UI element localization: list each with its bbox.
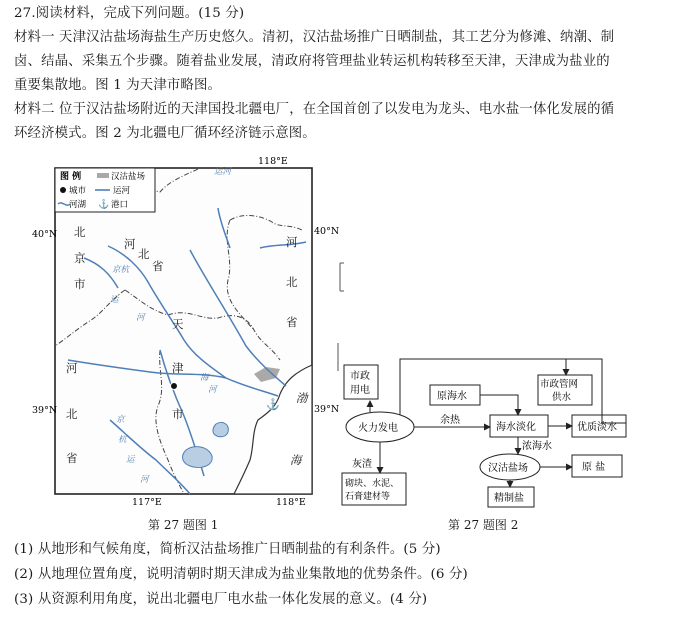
- figure1-caption: 第 27 题图 1: [148, 518, 219, 532]
- river-label-jing: 京: [116, 415, 125, 425]
- lat40-left-label: 40°N: [32, 229, 58, 240]
- question-2: (2) 从地理位置角度，说明清朝时期天津成为盐业集散地的优势条件。(6 分): [14, 567, 468, 582]
- tianjin-city-dot: [171, 383, 178, 390]
- material2-line2: 环经济模式。图 2 为北疆电厂循环经济链示意图。: [14, 126, 316, 141]
- material1-line2: 卤、结晶、采集五个步骤。随着盐业发展，清政府将管理盐业转运机构转移至天津，天津成为盐业的: [14, 54, 610, 69]
- river-label-canal: 运河: [214, 167, 232, 177]
- hebei-left-char-2: 北: [66, 407, 78, 421]
- lon-117-label: 117°E: [132, 497, 162, 508]
- river-label-yun-2: 运: [126, 455, 135, 465]
- edge-label-waste-heat: 余热: [440, 415, 460, 426]
- river-label-yun-1: 运: [110, 295, 119, 305]
- tianjin-map: [32, 150, 340, 512]
- fresh-water-label: 优质淡水: [577, 422, 617, 433]
- power-label: 火力发电: [358, 423, 398, 434]
- legend-river: 河湖: [69, 200, 87, 210]
- beijing-char-3: 市: [74, 277, 86, 291]
- tianjin-char-3: 市: [172, 407, 184, 421]
- hebei-right-char-3: 省: [286, 315, 298, 329]
- legend-port: 港口: [111, 200, 129, 210]
- legend-canal: 运河: [113, 186, 131, 196]
- river-label-he-1: 河: [136, 313, 145, 323]
- beijing-char-1: 北: [74, 225, 86, 239]
- hebei-top-char-2: 北: [138, 247, 150, 261]
- legend-title: 图 例: [60, 172, 82, 182]
- beijing-char-2: 京: [74, 251, 86, 265]
- material2-line1: 材料二 位于汉沽盐场附近的天津国投北疆电厂，在全国首创了以发电为龙头、电水盐一体化发展的循: [14, 102, 615, 117]
- municipal-water-line1: 市政管网: [540, 379, 579, 390]
- river-label-hai: 海: [200, 373, 209, 383]
- question-title: 27.阅读材料，完成下列问题。(15 分): [14, 6, 245, 21]
- lon-118-label: 118°E: [276, 497, 306, 508]
- lat40-right-label: 40°N: [314, 226, 340, 237]
- question-1: (1) 从地形和气候角度，简析汉沽盐场推广日晒制盐的有利条件。(5 分): [14, 542, 441, 557]
- river-label-jinghang: 京杭: [112, 265, 130, 275]
- lat39-left-label: 39°N: [32, 405, 58, 416]
- seawater-label: 原海水: [437, 391, 467, 402]
- map-legend: [55, 168, 155, 212]
- flow-diagram: [330, 255, 670, 515]
- lake-2: [213, 422, 228, 436]
- municipal-power-line2: 用电: [350, 385, 370, 396]
- municipal-power-line1: 市政: [350, 371, 370, 382]
- legend-city: 城市: [69, 186, 87, 196]
- lon-top-label: 118°E: [258, 156, 288, 167]
- port-icon: ⚓: [266, 398, 280, 411]
- question-3: (3) 从资源利用角度，说出北疆电厂电水盐一体化发展的意义。(4 分): [14, 592, 428, 607]
- legend-saltfield: 汉沽盐场: [111, 172, 146, 182]
- municipal-water-line2: 供水: [552, 392, 572, 403]
- hebei-left-char-3: 省: [66, 451, 78, 465]
- tianjin-char-1: 天: [172, 317, 184, 331]
- legend-city-swatch: [60, 187, 66, 193]
- building-line1: 砌块、水泥、: [345, 479, 400, 489]
- raw-salt-label: 原 盐: [582, 462, 606, 473]
- hebei-right-char-2: 北: [286, 275, 298, 289]
- river-label-hang: 杭: [118, 435, 127, 445]
- figure2-caption: 第 27 题图 2: [448, 518, 519, 532]
- material1-line1: 材料一 天津汉沽盐场海盐生产历史悠久。清初，汉沽盐场推广日晒制盐，其工艺分为修滩、纳潮、制: [14, 30, 615, 45]
- lake-1: [183, 447, 213, 468]
- hebei-left-char-1: 河: [66, 361, 78, 375]
- legend-saltfield-swatch: [97, 173, 109, 178]
- edge-label-brine: 浓海水: [522, 441, 552, 452]
- saltfield-label: 汉沽盐场: [488, 463, 528, 474]
- material1-line3: 重要集散地。图 1 为天津市略图。: [14, 78, 222, 93]
- refined-salt-label: 精制盐: [494, 493, 524, 504]
- tianjin-char-2: 津: [172, 361, 184, 375]
- sea-char-2: 海: [290, 453, 302, 467]
- legend-port-icon: ⚓: [98, 200, 110, 210]
- lat39-right-label: 39°N: [314, 404, 340, 415]
- hebei-right-char-1: 河: [286, 235, 298, 249]
- edge-label-ash: 灰渣: [352, 459, 372, 470]
- desal-label: 海水淡化: [496, 422, 536, 433]
- river-label-he-3: 河: [140, 475, 149, 485]
- hebei-top-char-1: 河: [124, 237, 136, 251]
- river-label-he-2: 河: [208, 385, 217, 395]
- sea-char-1: 渤: [296, 391, 308, 405]
- left-bracket-1: [340, 263, 344, 291]
- hebei-top-char-3: 省: [152, 259, 164, 273]
- building-line2: 石膏建材等: [345, 492, 391, 502]
